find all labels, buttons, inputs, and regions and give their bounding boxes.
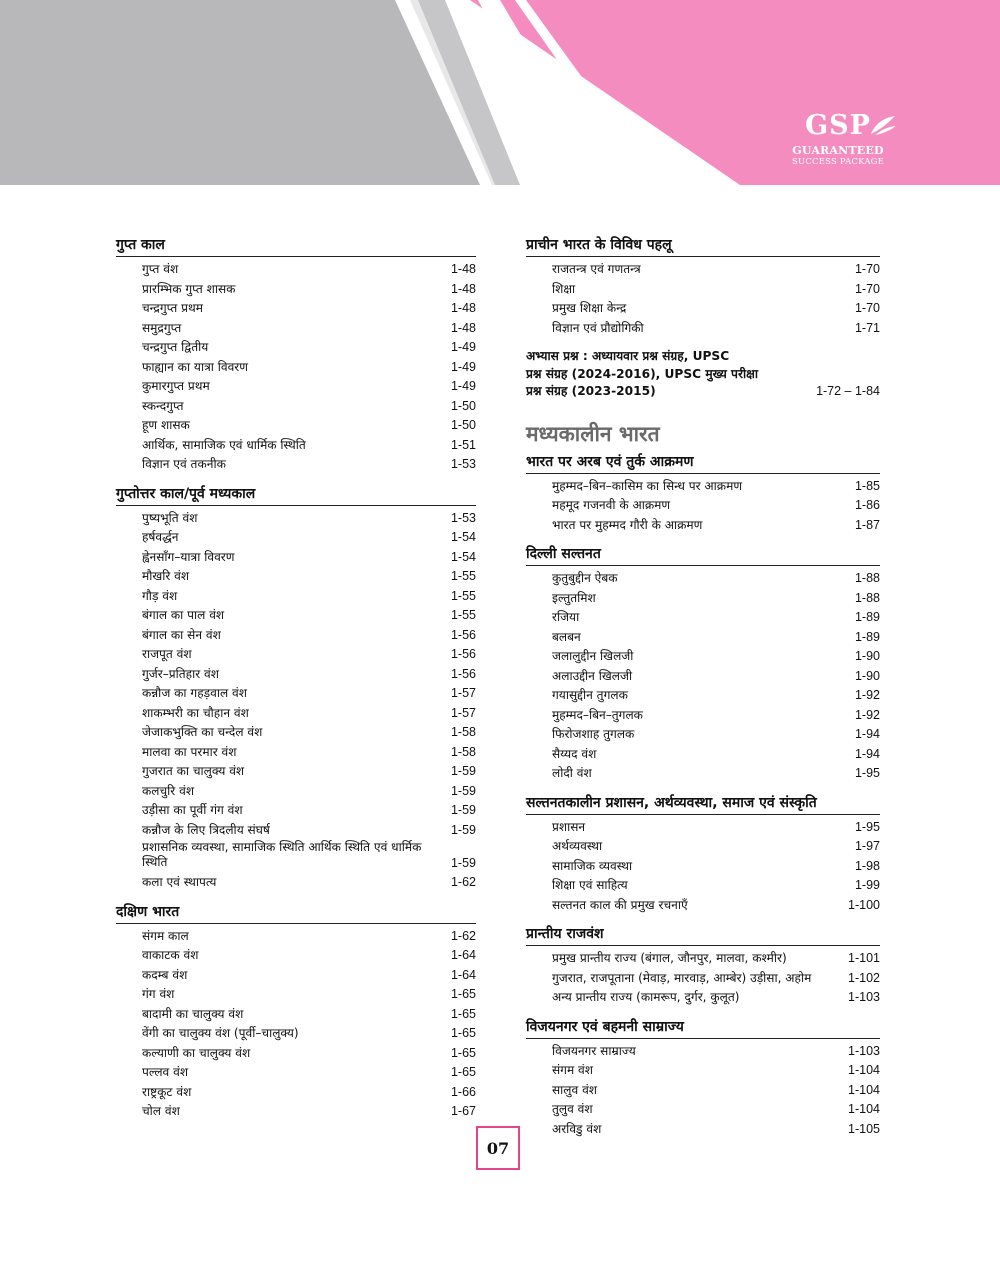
entry-title: जेजाकभुक्ति का चन्देल वंश (142, 725, 263, 739)
entry-page: 1-59 (450, 822, 476, 837)
entry-title: रजिया (552, 610, 580, 624)
entry-page: 1-94 (854, 727, 880, 741)
entry-page: 1-88 (854, 590, 880, 605)
toc-entry[interactable] (526, 686, 880, 706)
entry-title: मालवा का परमार वंश (142, 744, 237, 759)
toc-entry[interactable] (526, 969, 880, 989)
toc-entry[interactable] (526, 299, 880, 319)
entry-title: प्रशासनिक व्यवस्था, सामाजिक स्थिति आर्थिक स्थिति एवं धार्मिक स्थिति (142, 840, 422, 869)
entry-page: 1-92 (854, 688, 880, 702)
toc-section (116, 236, 476, 475)
toc-section (116, 903, 476, 1122)
entry-page: 1-90 (854, 649, 880, 663)
entry-page: 1-65 (450, 1026, 476, 1040)
toc-entry[interactable] (116, 626, 476, 646)
entry-page: 1-105 (848, 1121, 880, 1136)
entry-title: विज्ञान एवं तकनीक (142, 457, 226, 471)
section-heading: सल्तनतकालीन प्रशासन, अर्थव्यवस्था, समाज एवं संस्कृति (526, 794, 880, 815)
entry-page: 1-67 (450, 1104, 476, 1118)
entry-title: तुलुव वंश (552, 1102, 593, 1116)
entry-page: 1-101 (848, 951, 880, 965)
entry-page: 1-57 (450, 686, 476, 700)
toc-entry[interactable] (526, 280, 880, 300)
toc-entry[interactable] (116, 1044, 476, 1064)
entry-title: बलबन (552, 629, 581, 644)
practice-label (526, 348, 776, 401)
entry-title: वाकाटक वंश (142, 948, 199, 962)
entry-title: फाह्यान का यात्रा विवरण (142, 359, 248, 374)
practice-page: 1-72 – 1-84 (816, 384, 880, 398)
toc-entry[interactable] (116, 946, 476, 966)
toc-entry[interactable] (116, 528, 476, 548)
toc-entry[interactable] (116, 1102, 476, 1122)
entry-title: अर्थव्यवस्था (552, 839, 603, 853)
toc-entry[interactable] (116, 927, 476, 947)
entry-page: 1-56 (450, 647, 476, 661)
toc-entry[interactable] (116, 377, 476, 397)
toc-entry[interactable] (526, 477, 880, 497)
entry-title: गुजरात, राजपूताना (मेवाड़, मारवाड़, आम्बेर) उड़ीसा, अहोम (552, 970, 812, 985)
toc-entry[interactable] (116, 319, 476, 339)
entry-title: कन्नौज के लिए त्रिदलीय संघर्ष (142, 822, 270, 837)
entry-page: 1-86 (854, 498, 880, 512)
entry-page: 1-104 (848, 1082, 880, 1097)
gsp-logo (776, 112, 900, 176)
section-items (526, 946, 880, 1008)
toc-entry[interactable] (526, 725, 880, 745)
entry-page: 1-54 (450, 549, 476, 564)
toc-entry[interactable] (526, 569, 880, 589)
entry-page: 1-64 (450, 948, 476, 962)
entry-page: 1-51 (450, 437, 476, 452)
section-heading: दक्षिण भारत (116, 903, 476, 924)
entry-title: चोल वंश (142, 1104, 180, 1118)
entry-page: 1-89 (854, 610, 880, 624)
toc-entry[interactable] (116, 873, 476, 893)
entry-page: 1-55 (450, 608, 476, 622)
entry-title: सल्तनत काल की प्रमुख रचनाएँ (552, 897, 688, 912)
toc-entry[interactable] (116, 966, 476, 986)
entry-page: 1-70 (854, 281, 880, 296)
entry-page: 1-56 (450, 627, 476, 642)
toc-entry[interactable] (116, 416, 476, 436)
entry-title: संगम काल (142, 928, 189, 943)
toc-entry[interactable] (116, 260, 476, 280)
toc-entry[interactable] (116, 1005, 476, 1025)
entry-page: 1-65 (450, 1045, 476, 1060)
toc-entry[interactable] (526, 837, 880, 857)
entry-title: अरविडु वंश (552, 1121, 602, 1136)
entry-title: चन्द्रगुप्त प्रथम (142, 301, 203, 315)
entry-page: 1-48 (450, 262, 476, 276)
entry-page: 1-59 (450, 783, 476, 798)
toc-section (526, 453, 880, 536)
major-heading: मध्यकालीन भारत (526, 421, 660, 446)
entry-title: कन्नौज का गहड़वाल वंश (142, 686, 247, 700)
section-heading: भारत पर अरब एवं तुर्क आक्रमण (526, 453, 880, 474)
page-number: 07 (476, 1126, 520, 1170)
entry-page: 1-103 (848, 990, 880, 1004)
toc-entry[interactable] (116, 1024, 476, 1044)
section-items (526, 1039, 880, 1140)
entry-page: 1-48 (450, 281, 476, 296)
entry-title: अन्य प्रान्तीय राज्य (कामरूप, दुर्गर, कुलूत) (552, 990, 740, 1004)
toc-entry[interactable] (116, 743, 476, 763)
entry-title: जलालुद्दीन खिलजी (552, 649, 634, 663)
toc-entry[interactable] (526, 949, 880, 969)
logo-line2: SUCCESS PACKAGE (791, 157, 885, 167)
entry-title: गंग वंश (142, 987, 175, 1001)
toc-entry[interactable] (526, 988, 880, 1008)
entry-page: 1-59 (450, 803, 476, 817)
entry-page: 1-48 (450, 301, 476, 315)
entry-page: 1-57 (450, 705, 476, 720)
entry-page: 1-87 (854, 517, 880, 532)
toc-entry[interactable] (116, 1083, 476, 1103)
toc-entry[interactable] (116, 280, 476, 300)
entry-title: बंगाल का सेन वंश (142, 627, 221, 642)
toc-entry[interactable] (116, 821, 476, 841)
entry-title: चन्द्रगुप्त द्वितीय (142, 340, 209, 354)
section-items (526, 566, 880, 784)
toc-entry[interactable] (526, 764, 880, 784)
entry-page: 1-70 (854, 262, 880, 276)
entry-page: 1-65 (450, 1006, 476, 1021)
entry-title: सालुव वंश (552, 1082, 598, 1097)
toc-section (526, 925, 880, 1008)
entry-title: शिक्षा एवं साहित्य (552, 878, 628, 892)
toc-section (526, 545, 880, 784)
entry-page: 1-65 (450, 987, 476, 1001)
toc-entry[interactable] (116, 665, 476, 685)
entry-page: 1-90 (854, 668, 880, 683)
practice-line: अभ्यास प्रश्न : अध्यायवार प्रश्न संग्रह, UPSC (526, 349, 730, 363)
entry-title: प्रमुख शिक्षा केन्द्र (552, 301, 627, 315)
entry-page: 1-49 (450, 379, 476, 393)
toc-entry[interactable] (116, 762, 476, 782)
entry-title: विजयनगर साम्राज्य (552, 1043, 636, 1058)
toc-entry[interactable] (116, 1063, 476, 1083)
toc-entry[interactable] (526, 857, 880, 877)
entry-title: गुजरात का चालुक्य वंश (142, 764, 245, 778)
toc-entry[interactable] (526, 876, 880, 896)
section-items (526, 257, 880, 338)
entry-page: 1-56 (450, 666, 476, 681)
entry-title: मुहम्मद–बिन–कासिम का सिन्ध पर आक्रमण (552, 478, 743, 493)
entry-title: भारत पर मुहम्मद गौरी के आक्रमण (552, 517, 703, 532)
toc-entry[interactable] (116, 801, 476, 821)
toc-entry[interactable] (116, 606, 476, 626)
entry-page: 1-85 (854, 478, 880, 493)
toc-entry[interactable] (116, 567, 476, 587)
toc-entry[interactable] (526, 1042, 880, 1062)
entry-page: 1-54 (450, 530, 476, 544)
toc-entry[interactable] (526, 1081, 880, 1101)
left-column (116, 236, 476, 1132)
section-items (526, 815, 880, 916)
entry-title: गौड़ वंश (142, 588, 178, 603)
section-heading: विजयनगर एवं बहमनी साम्राज्य (526, 1018, 880, 1039)
entry-title: कल्याणी का चालुक्य वंश (142, 1045, 251, 1060)
toc-entry[interactable] (116, 338, 476, 358)
entry-page: 1-70 (854, 301, 880, 315)
toc-entry[interactable] (116, 358, 476, 378)
entry-page: 1-89 (854, 629, 880, 644)
toc-entry[interactable] (116, 704, 476, 724)
entry-page: 1-102 (848, 970, 880, 985)
entry-title: गयासुद्दीन तुगलक (552, 688, 628, 702)
entry-page: 1-71 (854, 320, 880, 335)
entry-page: 1-92 (854, 707, 880, 722)
toc-entry[interactable] (526, 1061, 880, 1081)
entry-page: 1-48 (450, 320, 476, 335)
entry-page: 1-59 (450, 764, 476, 778)
toc-section (116, 485, 476, 893)
entry-title: पल्लव वंश (142, 1065, 189, 1079)
section-heading: प्राचीन भारत के विविध पहलू (526, 236, 880, 257)
toc-entry[interactable] (526, 260, 880, 280)
entry-page: 1-100 (848, 897, 880, 912)
toc-section (526, 1018, 880, 1140)
entry-title: महमूद गजनवी के आक्रमण (552, 498, 671, 512)
toc-entry[interactable] (526, 516, 880, 536)
entry-page: 1-95 (854, 766, 880, 780)
entry-title: बंगाल का पाल वंश (142, 608, 225, 622)
toc-entry[interactable] (526, 608, 880, 628)
entry-title: कला एवं स्थापत्य (142, 875, 217, 889)
entry-title: सैय्यद वंश (552, 746, 597, 761)
leaf-icon (869, 114, 897, 136)
right-column (526, 236, 880, 1149)
entry-title: ह्वेनसाँग–यात्रा विवरण (142, 549, 235, 564)
toc-entry[interactable] (526, 896, 880, 916)
entry-page: 1-59 (450, 855, 476, 870)
entry-page: 1-50 (450, 418, 476, 432)
entry-page: 1-55 (450, 569, 476, 583)
toc-entry[interactable] (526, 589, 880, 609)
entry-title: वेंगी का चालुक्य वंश (पूर्वी–चालुक्य) (142, 1026, 299, 1040)
entry-title: बादामी का चालुक्य वंश (142, 1006, 244, 1021)
entry-page: 1-53 (450, 510, 476, 525)
toc-entry[interactable] (116, 299, 476, 319)
entry-page: 1-58 (450, 725, 476, 739)
entry-page: 1-98 (854, 858, 880, 873)
practice-line: प्रश्न संग्रह (2023-2015) (526, 384, 656, 398)
entry-title: स्कन्दगुप्त (142, 398, 184, 413)
entry-page: 1-64 (450, 967, 476, 982)
toc-entry[interactable] (116, 509, 476, 529)
toc-entry[interactable] (116, 397, 476, 417)
toc-entry[interactable] (116, 436, 476, 456)
right-sections (526, 453, 880, 1140)
entry-title: फिरोजशाह तुगलक (552, 727, 635, 741)
entry-title: कुमारगुप्त प्रथम (142, 379, 210, 393)
toc-entry[interactable] (526, 706, 880, 726)
entry-page: 1-65 (450, 1065, 476, 1079)
entry-title: कदम्ब वंश (142, 967, 188, 982)
entry-page: 1-62 (450, 928, 476, 943)
entry-page: 1-58 (450, 744, 476, 759)
section-items (116, 506, 476, 893)
entry-title: राष्ट्रकूट वंश (142, 1084, 192, 1099)
entry-title: इल्तुतमिश (552, 590, 596, 605)
toc-entry[interactable] (526, 745, 880, 765)
toc-entry[interactable] (526, 628, 880, 648)
entry-page: 1-62 (450, 875, 476, 889)
practice-entry[interactable] (526, 348, 880, 401)
entry-page: 1-104 (848, 1063, 880, 1077)
entry-title: हूण शासक (142, 418, 190, 432)
entry-title: प्रमुख प्रान्तीय राज्य (बंगाल, जौनपुर, मालवा, कश्मीर) (552, 951, 787, 965)
entry-page: 1-97 (854, 839, 880, 853)
section-heading: प्रान्तीय राजवंश (526, 925, 880, 946)
section-heading: गुप्तोत्तर काल/पूर्व मध्यकाल (116, 485, 476, 506)
entry-page: 1-55 (450, 588, 476, 603)
section-items (116, 924, 476, 1122)
entry-page: 1-104 (848, 1102, 880, 1116)
toc-entry[interactable] (116, 455, 476, 475)
entry-page: 1-49 (450, 340, 476, 354)
toc-section (526, 794, 880, 916)
entry-page: 1-99 (854, 878, 880, 892)
entry-title: विज्ञान एवं प्रौद्योगिकी (552, 320, 644, 335)
entry-title: पुष्यभूति वंश (142, 510, 198, 525)
entry-title: समुद्रगुप्त (142, 320, 182, 335)
section-items (116, 257, 476, 475)
toc-entry[interactable] (526, 818, 880, 838)
logo-line1: GUARANTEED (792, 144, 884, 157)
entry-title: लोदी वंश (552, 766, 592, 780)
entry-page: 1-66 (450, 1084, 476, 1099)
section-items (526, 474, 880, 536)
toc-entry[interactable] (116, 985, 476, 1005)
toc-section (526, 236, 880, 338)
entry-title: आर्थिक, सामाजिक एवं धार्मिक स्थिति (142, 437, 306, 452)
entry-page: 1-88 (854, 571, 880, 585)
toc-entry[interactable] (526, 1120, 880, 1140)
entry-page: 1-94 (854, 746, 880, 761)
toc-entry[interactable] (526, 1100, 880, 1120)
entry-title: संगम वंश (552, 1063, 594, 1077)
entry-title: प्रशासन (552, 819, 586, 834)
entry-title: प्रारम्भिक गुप्त शासक (142, 281, 236, 296)
entry-title: गुर्जर–प्रतिहार वंश (142, 666, 219, 681)
entry-title: अलाउद्दीन खिलजी (552, 668, 633, 683)
entry-title: मौखरि वंश (142, 569, 190, 583)
toc-entry[interactable] (116, 723, 476, 743)
entry-title: राजपूत वंश (142, 647, 192, 661)
practice-line: प्रश्न संग्रह (2024-2016), UPSC मुख्य परीक्षा (526, 366, 759, 381)
entry-page: 1-53 (450, 457, 476, 471)
entry-title: कुतुबुद्दीन ऐबक (552, 571, 618, 585)
toc-entry[interactable] (116, 645, 476, 665)
toc-entry[interactable] (116, 548, 476, 568)
toc-entry[interactable] (116, 587, 476, 607)
section-heading: गुप्त काल (116, 236, 476, 257)
toc-entry[interactable] (526, 319, 880, 339)
toc-entry[interactable] (526, 496, 880, 516)
entry-title: शाकम्भरी का चौहान वंश (142, 705, 249, 720)
entry-title: कलचुरि वंश (142, 783, 195, 798)
entry-page: 1-49 (450, 359, 476, 374)
entry-title: गुप्त वंश (142, 262, 179, 276)
toc-entry[interactable] (526, 667, 880, 687)
entry-page: 1-95 (854, 819, 880, 834)
entry-title: उड़ीसा का पूर्वी गंग वंश (142, 803, 243, 817)
section-heading: दिल्ली सल्तनत (526, 545, 880, 566)
logo-title: GSP (805, 112, 871, 140)
entry-page: 1-103 (848, 1043, 880, 1058)
toc-entry[interactable] (116, 684, 476, 704)
entry-title: सामाजिक व्यवस्था (552, 858, 633, 873)
entry-title: शिक्षा (552, 281, 576, 296)
entry-title: हर्षवर्द्धन (142, 530, 179, 544)
entry-page: 1-50 (450, 398, 476, 413)
entry-title: मुहम्मद–बिन–तुगलक (552, 707, 643, 722)
toc-entry[interactable] (116, 840, 476, 873)
entry-title: राजतन्त्र एवं गणतन्त्र (552, 262, 641, 276)
toc-entry[interactable] (116, 782, 476, 802)
toc-entry[interactable] (526, 647, 880, 667)
